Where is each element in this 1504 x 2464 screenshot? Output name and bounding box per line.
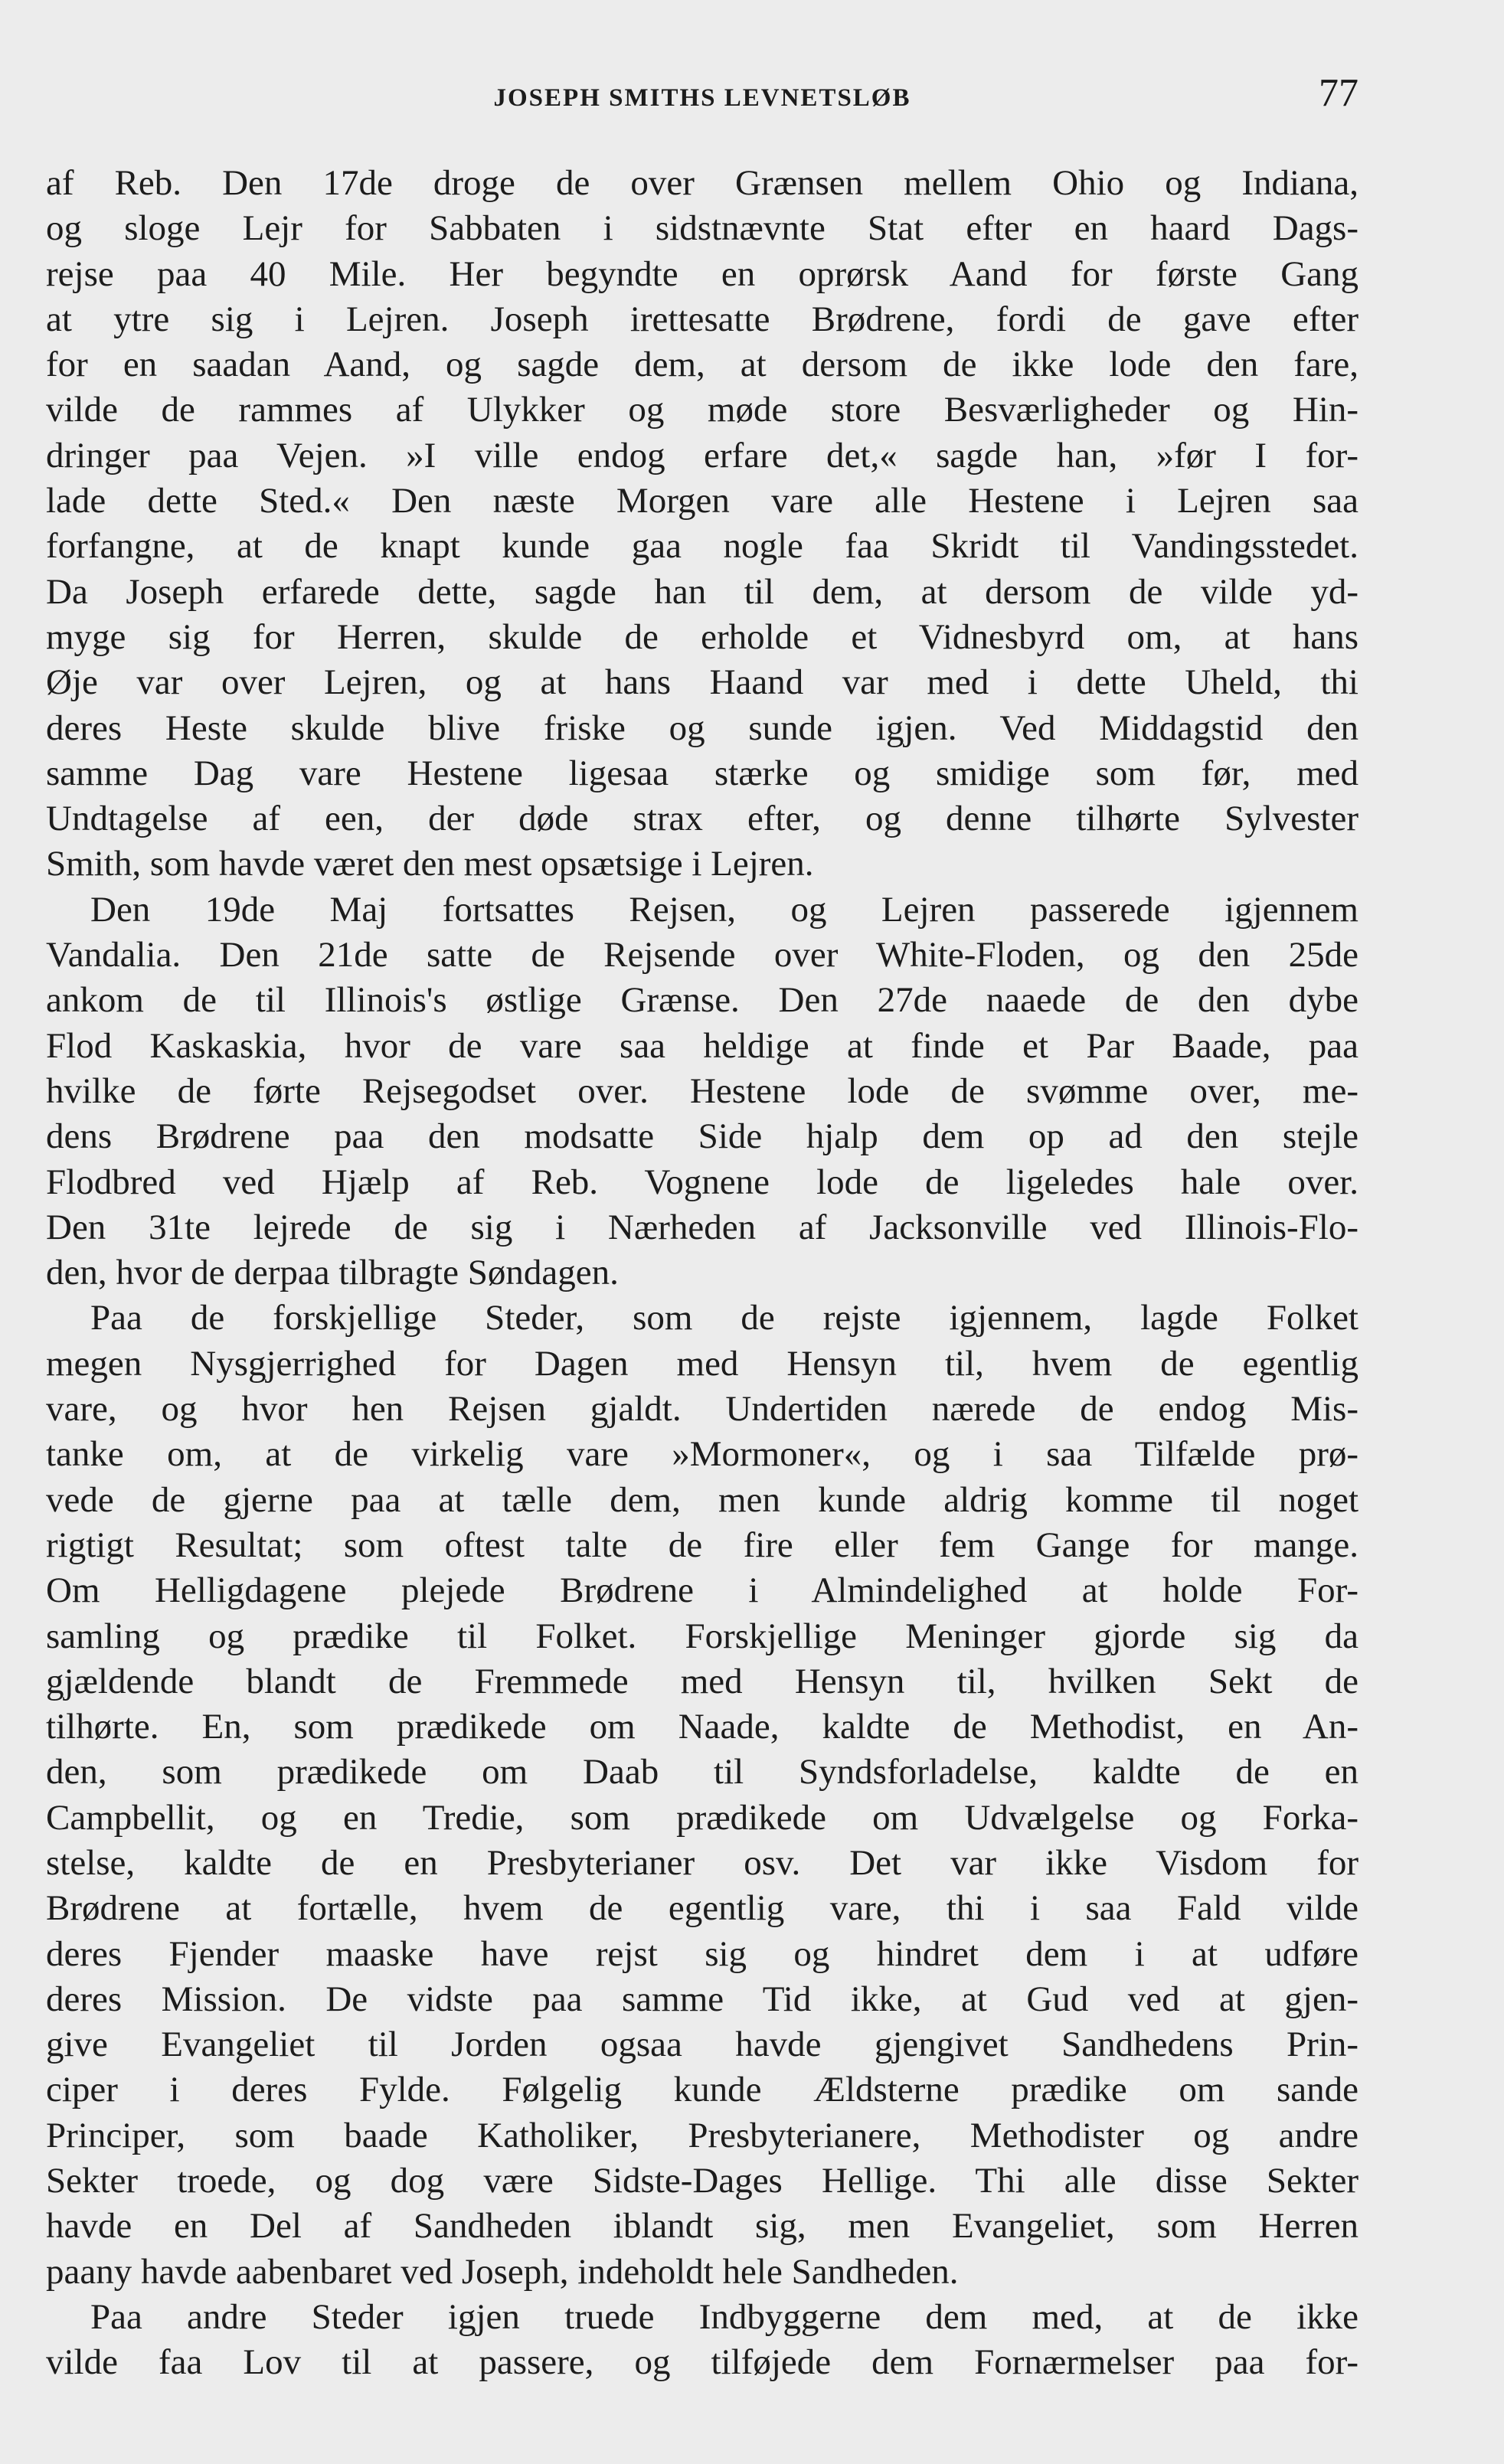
text-line: Paa de forskjellige Steder, som de rejste igjennem, lagde Folket (90, 1298, 1359, 1338)
text-line: samling og prædike til Folket. Forskjellige Meninger gjorde sig da (46, 1616, 1359, 1656)
text-line: gjældende blandt de Fremmede med Hensyn til, hvilken Sekt de (46, 1661, 1359, 1701)
text-line: Undtagelse af een, der døde strax efter, og denne tilhørte Sylvester (46, 799, 1359, 839)
text-line: vilde faa Lov til at passere, og tilføjede dem Fornærmelser paa for- (46, 2342, 1359, 2383)
text-line: Vandalia. Den 21de satte de Rejsende over White-Floden, og den 25de (46, 935, 1359, 975)
text-line: vede de gjerne paa at tælle dem, men kunde aldrig komme til noget (46, 1479, 1359, 1520)
text-line: paany havde aabenbaret ved Joseph, indeholdt hele Sandheden. (46, 2251, 959, 2292)
body-text (46, 161, 1359, 2386)
text-line: vilde de rammes af Ulykker og møde store Besværligheder og Hin- (46, 390, 1359, 430)
text-line: Om Helligdagene plejede Brødrene i Almindelighed at holde For- (46, 1570, 1359, 1611)
text-line: vare, og hvor hen Rejsen gjaldt. Undertiden nærede de endog Mis- (46, 1389, 1359, 1430)
text-line: havde en Del af Sandheden iblandt sig, men Evangeliet, som Herren (46, 2206, 1359, 2247)
text-line: myge sig for Herren, skulde de erholde et Vidnesbyrd om, at hans (46, 616, 1359, 657)
page-number: 77 (1319, 71, 1359, 115)
text-line: Paa andre Steder igjen truede Indbyggerne dem med, at de ikke (90, 2296, 1359, 2337)
page-header (46, 70, 1359, 129)
text-line: den, hvor de derpaa tilbragte Søndagen. (46, 1253, 619, 1293)
text-line: Sekter troede, og dog være Sidste-Dages Hellige. Thi alle disse Sekter (46, 2161, 1359, 2201)
text-line: Flodbred ved Hjælp af Reb. Vognene lode de ligeledes hale over. (46, 1162, 1359, 1202)
text-line: og sloge Lejr for Sabbaten i sidstnævnte Stat efter en haard Dags- (46, 208, 1359, 249)
text-line: Den 19de Maj fortsattes Rejsen, og Lejren passerede igjennem (90, 889, 1359, 930)
text-line: Smith, som havde været den mest opsætsige i Lejren. (46, 844, 814, 884)
text-line: lade dette Sted.« Den næste Morgen vare alle Hestene i Lejren saa (46, 481, 1359, 521)
text-line: Den 31te lejrede de sig i Nærheden af Jacksonville ved Illinois-Flo- (46, 1207, 1359, 1247)
running-title: JOSEPH SMITHS LEVNETSLØB (493, 84, 911, 112)
text-line: give Evangeliet til Jorden ogsaa havde gjengivet Sandhedens Prin- (46, 2024, 1359, 2065)
text-line: tilhørte. En, som prædikede om Naade, kaldte de Methodist, en An- (46, 1707, 1359, 1747)
text-line: hvilke de førte Rejsegodset over. Hestene lode de svømme over, me- (46, 1070, 1359, 1111)
text-line: deres Fjender maaske have rejst sig og hindret dem i at udføre (46, 1933, 1359, 1974)
text-line: deres Mission. De vidste paa samme Tid ikke, at Gud ved at gjen- (46, 1979, 1359, 2019)
text-line: samme Dag vare Hestene ligesaa stærke og smidige som før, med (46, 753, 1359, 793)
text-line: ankom de til Illinois's østlige Grænse. Den 27de naaede de den dybe (46, 980, 1359, 1021)
text-line: af Reb. Den 17de droge de over Grænsen mellem Ohio og Indiana, (46, 163, 1359, 203)
text-line: Campbellit, og en Tredie, som prædikede om Udvælgelse og Forka- (46, 1797, 1359, 1838)
text-line: Flod Kaskaskia, hvor de vare saa heldige at finde et Par Baade, paa (46, 1025, 1359, 1066)
text-line: forfangne, at de knapt kunde gaa nogle faa Skridt til Vandingsstedet. (46, 526, 1359, 567)
text-line: rigtigt Resultat; som oftest talte de fire eller fem Gange for mange. (46, 1524, 1359, 1565)
text-line: dens Brødrene paa den modsatte Side hjalp dem op ad den stejle (46, 1116, 1359, 1157)
text-line: stelse, kaldte de en Presbyterianer osv. Det var ikke Visdom for (46, 1842, 1359, 1883)
text-line: ciper i deres Fylde. Følgelig kunde Ældsterne prædike om sande (46, 2070, 1359, 2110)
text-line: den, som prædikede om Daab til Syndsforladelse, kaldte de en (46, 1752, 1359, 1792)
text-line: dringer paa Vejen. »I ville endog erfare det,« sagde han, »før I for- (46, 435, 1359, 475)
text-line: deres Heste skulde blive friske og sunde igjen. Ved Middagstid den (46, 708, 1359, 748)
text-line: for en saadan Aand, og sagde dem, at dersom de ikke lode den fare, (46, 345, 1359, 385)
text-line: Brødrene at fortælle, hvem de egentlig vare, thi i saa Fald vilde (46, 1888, 1359, 1929)
text-line: Da Joseph erfarede dette, sagde han til dem, at dersom de vilde yd- (46, 571, 1359, 612)
text-line: rejse paa 40 Mile. Her begyndte en oprørsk Aand for første Gang (46, 253, 1359, 294)
text-line: megen Nysgjerrighed for Dagen med Hensyn til, hvem de egentlig (46, 1343, 1359, 1384)
text-line: Øje var over Lejren, og at hans Haand var med i dette Uheld, thi (46, 662, 1359, 703)
text-line: Principer, som baade Katholiker, Presbyterianere, Methodister og andre (46, 2115, 1359, 2155)
text-line: tanke om, at de virkelig vare »Mormoner«, og i saa Tilfælde prø- (46, 1434, 1359, 1475)
text-line: at ytre sig i Lejren. Joseph irettesatte Brødrene, fordi de gave efter (46, 299, 1359, 339)
